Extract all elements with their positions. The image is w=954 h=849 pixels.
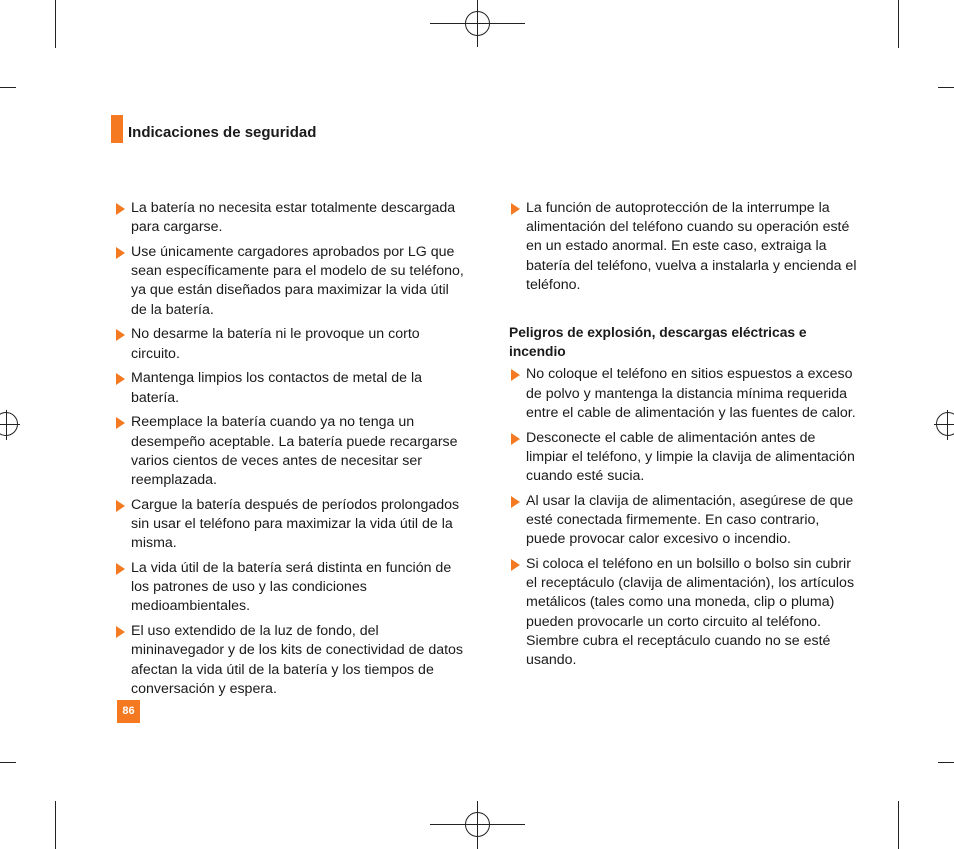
bullet-arrow-icon	[116, 500, 125, 512]
page-number: 86	[117, 700, 140, 723]
crop-mark-bottom-left-horizontal	[0, 762, 16, 763]
crop-mark-bottom-right-horizontal	[938, 762, 954, 763]
list-item-text: Desconecte el cable de alimentación antes de limpiar el teléfono, y limpie la clavija de alimentación cuando esté sucia.	[526, 429, 855, 485]
list-item	[509, 199, 861, 295]
bullet-arrow-icon	[116, 373, 125, 385]
bullet-arrow-icon	[511, 559, 520, 571]
list-item	[114, 199, 466, 237]
list-item-text: No coloque el teléfono en sitios espuestos a exceso de polvo y mantenga la distancia mínima requerida entre el cable de alimentación y las fuentes de calor.	[526, 366, 856, 421]
bullet-arrow-icon	[116, 626, 125, 638]
registration-mark-top-circle	[465, 11, 490, 36]
bullet-arrow-icon	[116, 329, 125, 341]
bullet-arrow-icon	[511, 369, 520, 381]
bullet-arrow-icon	[511, 203, 520, 215]
bullet-arrow-icon	[116, 247, 125, 259]
bullet-arrow-icon	[511, 496, 520, 508]
bullet-arrow-icon	[116, 563, 125, 575]
bullet-arrow-icon	[116, 203, 125, 215]
list-item	[114, 413, 466, 490]
crop-mark-top-left-vertical	[55, 0, 56, 48]
section-marker-bar	[111, 115, 123, 143]
registration-mark-right-circle	[936, 412, 954, 436]
list-item-text: Cargue la batería después de períodos prolongados sin usar el teléfono para maximizar la vida útil de la misma.	[131, 496, 460, 552]
crop-mark-top-right-horizontal	[938, 87, 954, 88]
list-item-text: Mantenga limpios los contactos de metal de la batería.	[131, 370, 423, 406]
list-item-text: Al usar la clavija de alimentación, asegúrese de que esté conectada firmemente. En caso contrario, puede provocar calor excesivo o incendio.	[526, 492, 854, 548]
registration-mark-left-circle	[0, 412, 18, 436]
list-item-text: La función de autoprotección de la interrumpe la alimentación del teléfono cuando su operación esté en un estado anormal. En este caso, extraiga la batería del teléfono, vuelva a instalarla y encienda el teléfono.	[526, 200, 857, 293]
list-item	[114, 622, 466, 699]
list-item	[509, 365, 861, 423]
list-item	[114, 559, 466, 617]
right-column	[509, 199, 861, 676]
crop-mark-top-right-vertical	[898, 0, 899, 48]
list-item-text: No desarme la batería ni le provoque un corto circuito.	[131, 326, 420, 362]
section-title: Indicaciones de seguridad	[128, 124, 317, 141]
bullet-arrow-icon	[116, 417, 125, 429]
list-item	[509, 555, 861, 670]
list-item	[114, 325, 466, 363]
crop-mark-bottom-left-vertical	[55, 801, 56, 849]
list-item	[114, 369, 466, 407]
list-item	[509, 429, 861, 487]
list-item-text: La vida útil de la batería será distinta en función de los patrones de uso y las condiciones medioambientales.	[131, 560, 452, 615]
left-column	[114, 199, 466, 705]
list-item-text: Use únicamente cargadores aprobados por LG que sean específicamente para el modelo de su teléfono, ya que están diseñados para maximizar la vida útil de la batería.	[131, 244, 464, 318]
bullet-arrow-icon	[511, 433, 520, 445]
list-item	[114, 496, 466, 554]
list-item-text: Si coloca el teléfono en un bolsillo o bolso sin cubrir el receptáculo (clavija de alimentación), los artículos metálicos (tales como una moneda, clip o pluma) pueden provocarle un corto circuito al teléfono. Siembre cubra el receptáculo cuando no se esté usando.	[526, 556, 855, 669]
list-item-text: El uso extendido de la luz de fondo, del mininavegador y de los kits de conectividad de datos afectan la vida útil de la batería y los tiempos de conversación y espera.	[131, 623, 464, 697]
crop-mark-top-left-horizontal	[0, 87, 16, 88]
list-item-text: La batería no necesita estar totalmente descargada para cargarse.	[131, 200, 456, 236]
registration-mark-bottom-circle	[465, 812, 490, 837]
list-item-text: Reemplace la batería cuando ya no tenga un desempeño aceptable. La batería puede recargarse varios cientos de veces antes de necesitar ser reemplazada.	[131, 414, 458, 489]
list-item	[509, 492, 861, 550]
list-item	[114, 243, 466, 320]
subheading: Peligros de explosión, descargas eléctricas e incendio	[509, 325, 807, 360]
crop-mark-bottom-right-vertical	[898, 801, 899, 849]
